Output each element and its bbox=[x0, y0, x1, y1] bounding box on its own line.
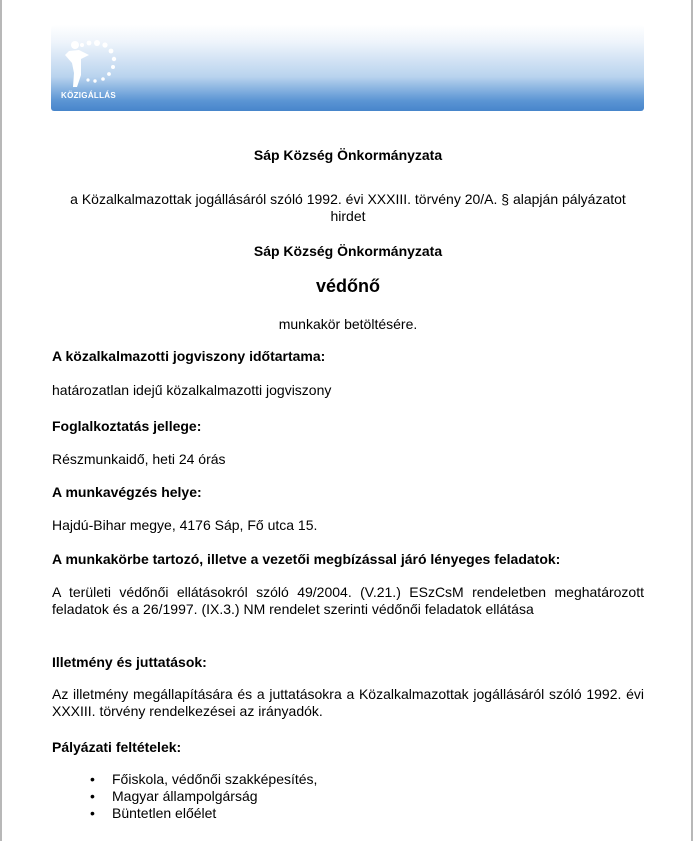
list-item: • Főiskola, védőnői szakképesítés, bbox=[90, 771, 318, 787]
banner-logo-text: KÖZIGÁLLÁS bbox=[61, 91, 116, 100]
section-body-workplace: Hajdú-Bihar megye, 4176 Sáp, Fő utca 15. bbox=[52, 517, 318, 533]
requirements-list bbox=[52, 771, 317, 822]
section-body-employment-type: Részmunkaidő, heti 24 órás bbox=[52, 451, 226, 467]
organization-title: Sáp Község Önkormányzata bbox=[253, 147, 443, 163]
list-item: • Büntetlen előélet bbox=[90, 805, 217, 821]
section-heading-workplace: A munkavégzés helye: bbox=[52, 484, 202, 500]
section-heading-duration: A közalkalmazotti jogviszony időtartama: bbox=[52, 348, 326, 364]
section-body-duties: A területi védőnői ellátásokról szóló 49/2004. (V.21.) ESzCsM rendeletben meghatározott feladatok és a 26/1997. (IX.3.) NM rendelet szerinti védőnői feladatok ellátása bbox=[52, 584, 644, 617]
section-heading-employment-type: Foglalkoztatás jellege: bbox=[52, 418, 202, 434]
organization-subtitle: Sáp Község Önkormányzata bbox=[253, 243, 443, 259]
section-heading-duties: A munkakörbe tartozó, illetve a vezetői megbízással járó lényeges feladatok: bbox=[52, 551, 561, 567]
section-heading-salary: Illetmény és juttatások: bbox=[52, 654, 207, 670]
intro-text: a Közalkalmazottak jogállásáról szóló 1992. évi XXXIII. törvény 20/A. § alapján pályázatot hirdet bbox=[70, 191, 626, 224]
position-suffix: munkakör betöltésére. bbox=[278, 316, 418, 332]
section-heading-requirements: Pályázati feltételek: bbox=[52, 739, 182, 755]
person-with-dots-icon bbox=[59, 35, 119, 89]
position-title: védőnő bbox=[315, 276, 380, 296]
section-body-salary: Az illetmény megállapítására és a juttatásokra a Közalkalmazottak jogállásáról szóló 1992. évi XXXIII. törvény rendelkezései az irányadók. bbox=[52, 686, 644, 719]
kozigallas-banner bbox=[51, 25, 644, 111]
page-left-edge bbox=[0, 0, 2, 841]
section-body-duration: határozatlan idejű közalkalmazotti jogviszony bbox=[52, 382, 332, 398]
list-item: • Magyar állampolgárság bbox=[90, 788, 258, 804]
